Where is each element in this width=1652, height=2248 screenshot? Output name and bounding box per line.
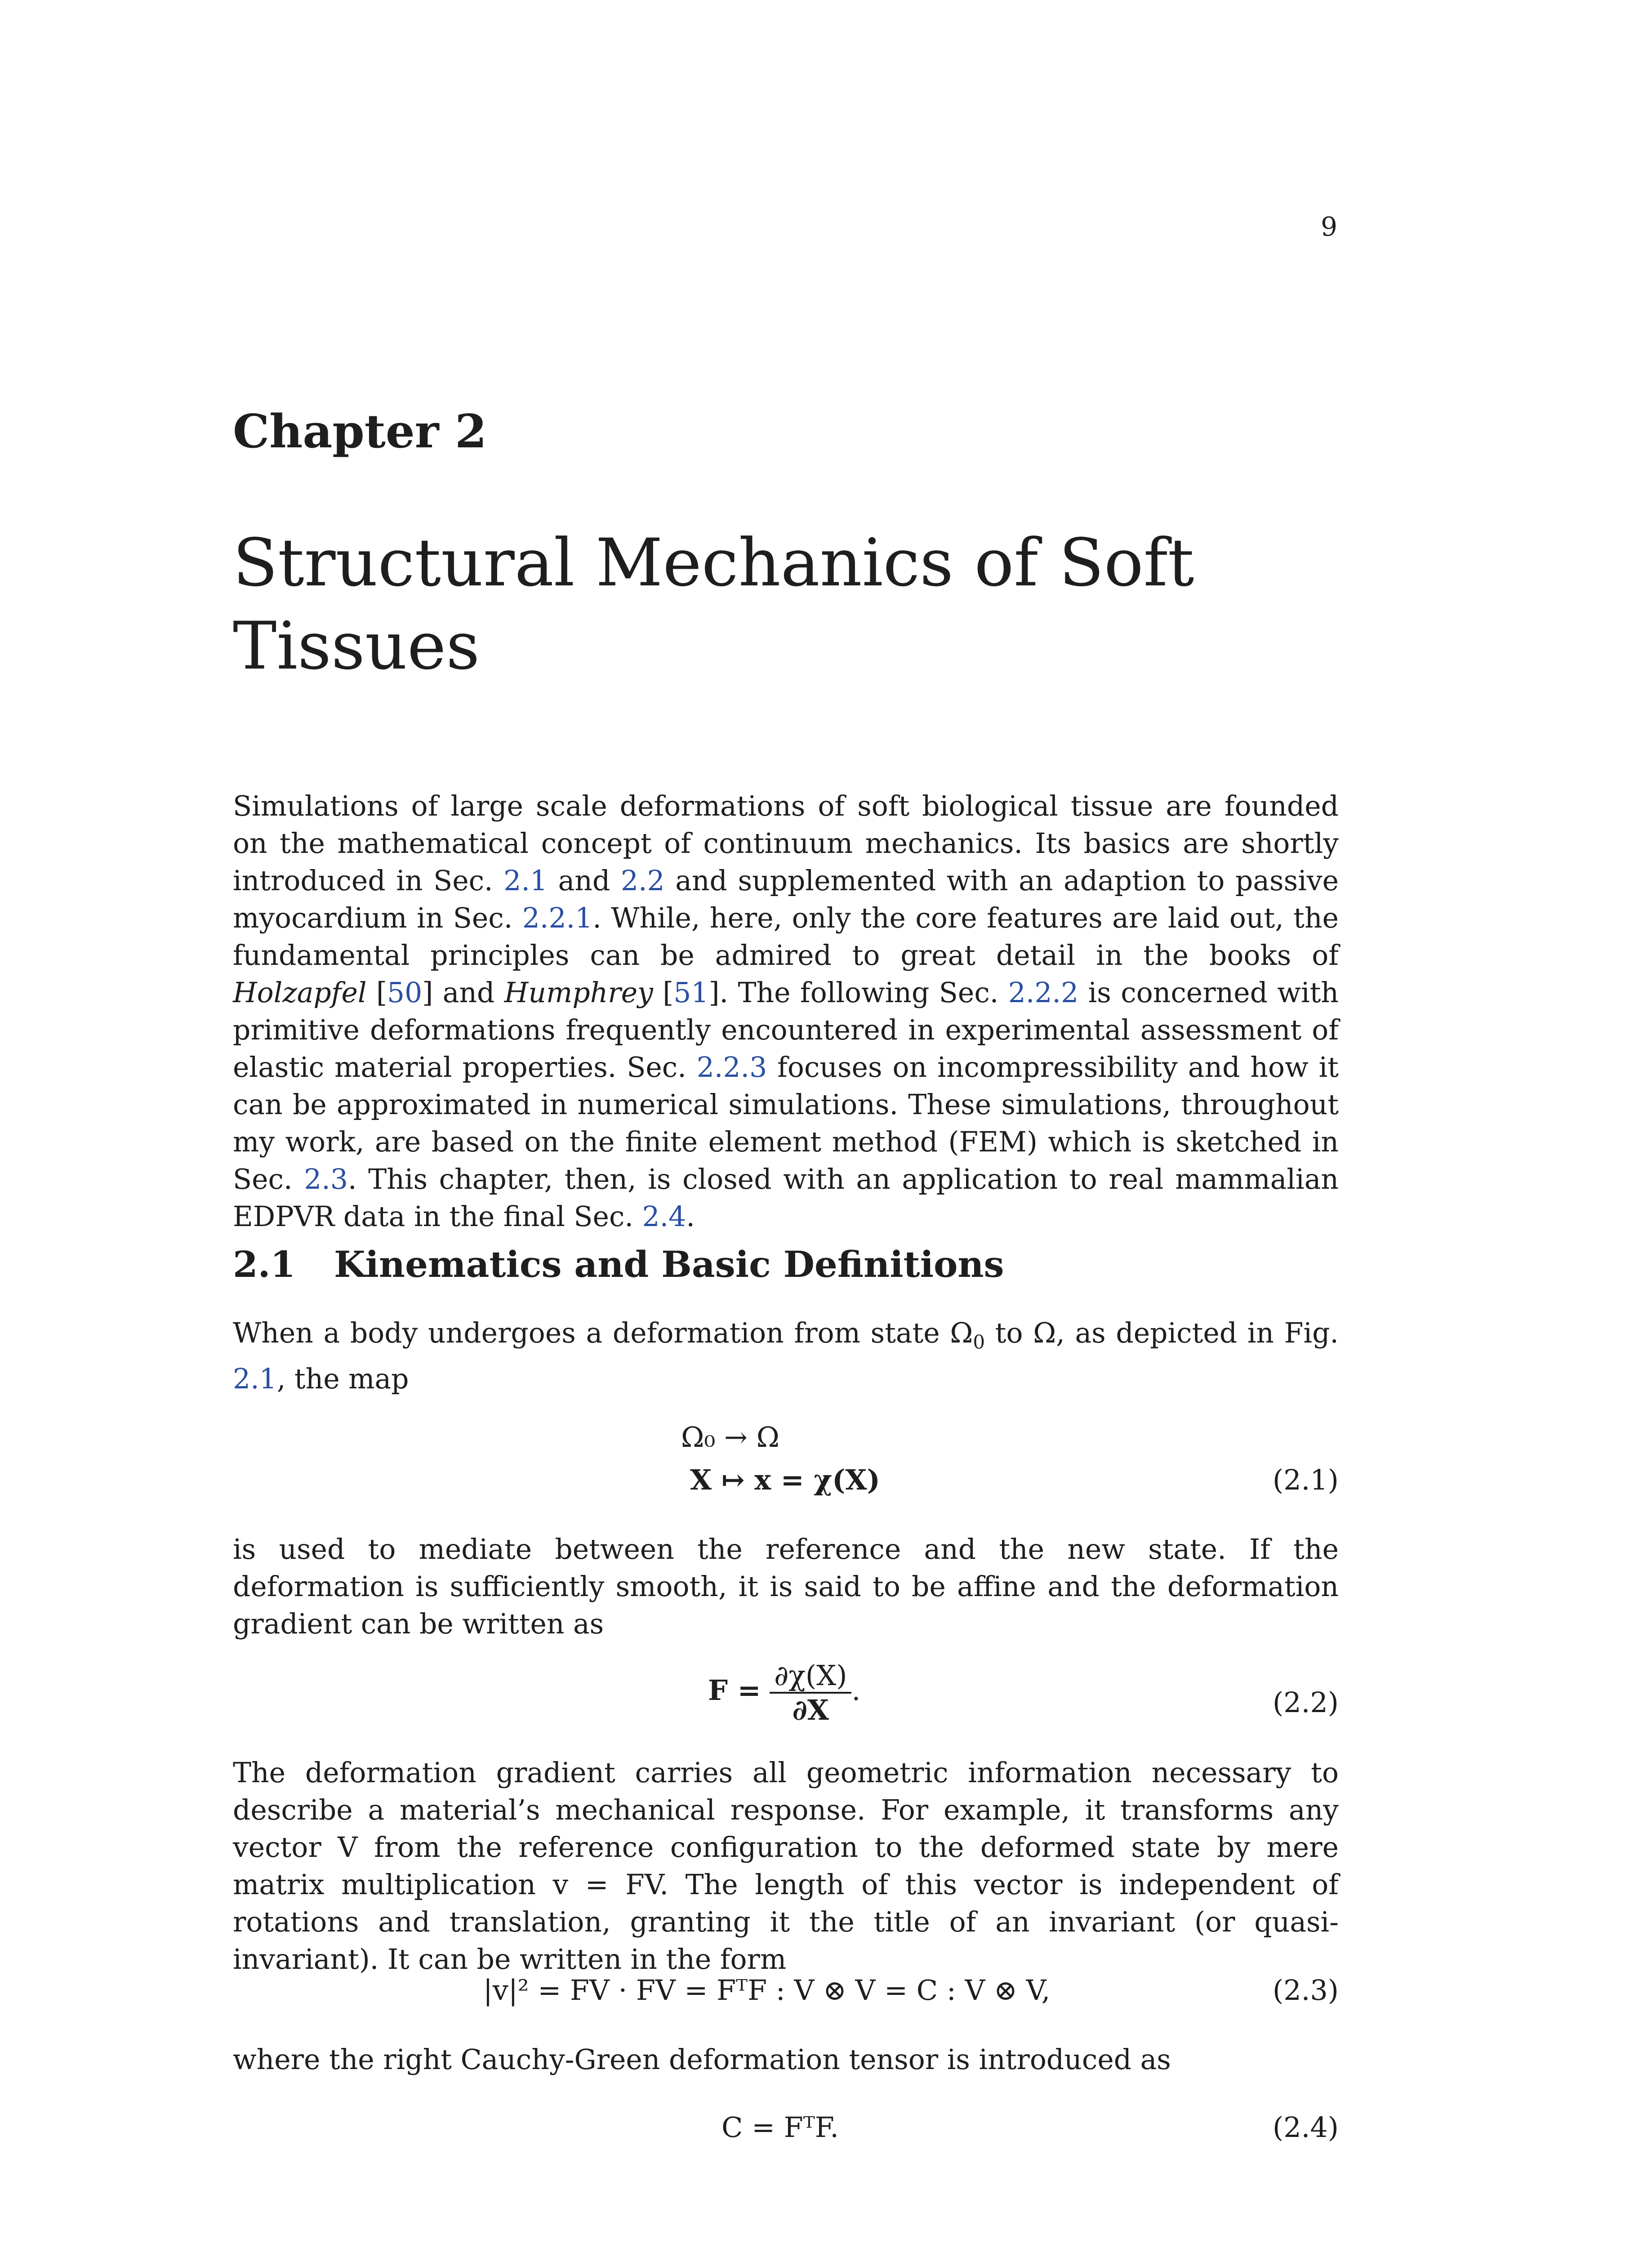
intro-text: [ — [366, 977, 387, 1009]
ref-link[interactable]: 2.1 — [503, 865, 548, 897]
equation-2-1-line2: X ↦ x = χ(X) — [690, 1463, 880, 1496]
intro-text: . This chapter, then, is closed with an application to real mammalian EDPVR data in the final Sec. — [233, 1163, 1339, 1233]
figure-link[interactable]: 2.1 — [233, 1363, 277, 1396]
ref-link[interactable]: 2.4 — [642, 1200, 686, 1233]
intro-text: and supplemented with an adaption to passive myocardium in Sec. — [233, 865, 1339, 934]
section-number: 2.1 — [233, 1243, 296, 1285]
paragraph-affine: is used to mediate between the reference and the new state. If the deformation is sufficiently smooth, it is said to be affine and the deformation gradient can be written as — [233, 1533, 1339, 1640]
intro-paragraph — [233, 788, 1339, 1236]
intro-text: ] and — [422, 977, 504, 1009]
equation-2-4: C = FᵀF. — [721, 2111, 839, 2144]
intro-text: ]. The following Sec. — [708, 977, 1008, 1009]
intro-text: . While, here, only the core features are laid out, the fundamental principles can be admired to great detail in the books of — [233, 902, 1339, 972]
body-text: When a body undergoes a deformation from state Ω — [233, 1317, 973, 1349]
intro-text: Simulations of large scale deformations of soft biological tissue are founded on the mathematical concept of continuum mechanics. Its basics are shortly introduced in Sec. — [233, 790, 1339, 897]
subscript: 0 — [973, 1331, 985, 1353]
citation-link[interactable]: 50 — [387, 977, 423, 1009]
equation-lhs: F = — [708, 1674, 761, 1707]
intro-text: . — [686, 1200, 695, 1233]
equation-2-3: |v|² = FV · FV = FᵀF : V ⊗ V = C : V ⊗ V, — [483, 1974, 1051, 2007]
intro-text: focuses on incompressibility and how it can be approximated in numerical simulations. These simulations, throughout my work, are based on the finite element method (FEM) which is sketched in Sec. — [233, 1051, 1339, 1195]
chapter-title: Structural Mechanics of Soft Tissues — [233, 525, 1194, 684]
equation-number: (2.1) — [1273, 1463, 1339, 1496]
author-name: Humphrey — [504, 977, 653, 1009]
body-text: to Ω, as depicted in Fig. — [985, 1317, 1339, 1349]
ref-link[interactable]: 2.3 — [304, 1163, 348, 1195]
citation-link[interactable]: 51 — [673, 977, 709, 1009]
fraction — [770, 1659, 851, 1726]
page-number: 9 — [1321, 211, 1337, 242]
body-text: , the map — [276, 1363, 409, 1396]
equation-number: (2.3) — [1273, 1974, 1339, 2007]
ref-link[interactable]: 2.2.1 — [522, 902, 593, 934]
fraction-numerator: ∂χ(X) — [770, 1659, 851, 1694]
equation-number: (2.4) — [1273, 2111, 1339, 2144]
equation-tail: . — [851, 1674, 861, 1707]
fraction-denominator: ∂X — [792, 1694, 829, 1726]
section-title: Kinematics and Basic Definitions — [334, 1243, 1004, 1285]
ref-link[interactable]: 2.2.3 — [696, 1051, 767, 1084]
intro-text: [ — [653, 977, 674, 1009]
intro-text: is concerned with primitive deformations frequently encountered in experimental assessment of elastic material properties. Sec. — [233, 977, 1339, 1084]
ref-link[interactable]: 2.2 — [620, 865, 665, 897]
intro-text: and — [548, 865, 621, 897]
equation-number: (2.2) — [1273, 1686, 1339, 1719]
chapter-label: Chapter 2 — [233, 405, 487, 459]
ref-link[interactable]: 2.2.2 — [1008, 977, 1079, 1009]
paragraph-cauchy-green: where the right Cauchy-Green deformation tensor is introduced as — [233, 2043, 1171, 2076]
paragraph-deformation — [233, 1315, 1339, 1398]
equation-2-2 — [708, 1659, 860, 1726]
section-heading — [233, 1243, 1004, 1285]
author-name: Holzapfel — [233, 977, 367, 1009]
paragraph-gradient: The deformation gradient carries all geometric information necessary to describe a material’s mechanical response. For example, it transforms any vector V from the reference configuration to the deformed state by mere matrix multiplication v = FV. The length of this vector is independent of rotations and translation, granting it the title of an invariant (or quasi-invariant). It can be written in the form — [233, 1757, 1339, 1976]
equation-2-1-line1: Ω₀ → Ω — [681, 1421, 780, 1454]
